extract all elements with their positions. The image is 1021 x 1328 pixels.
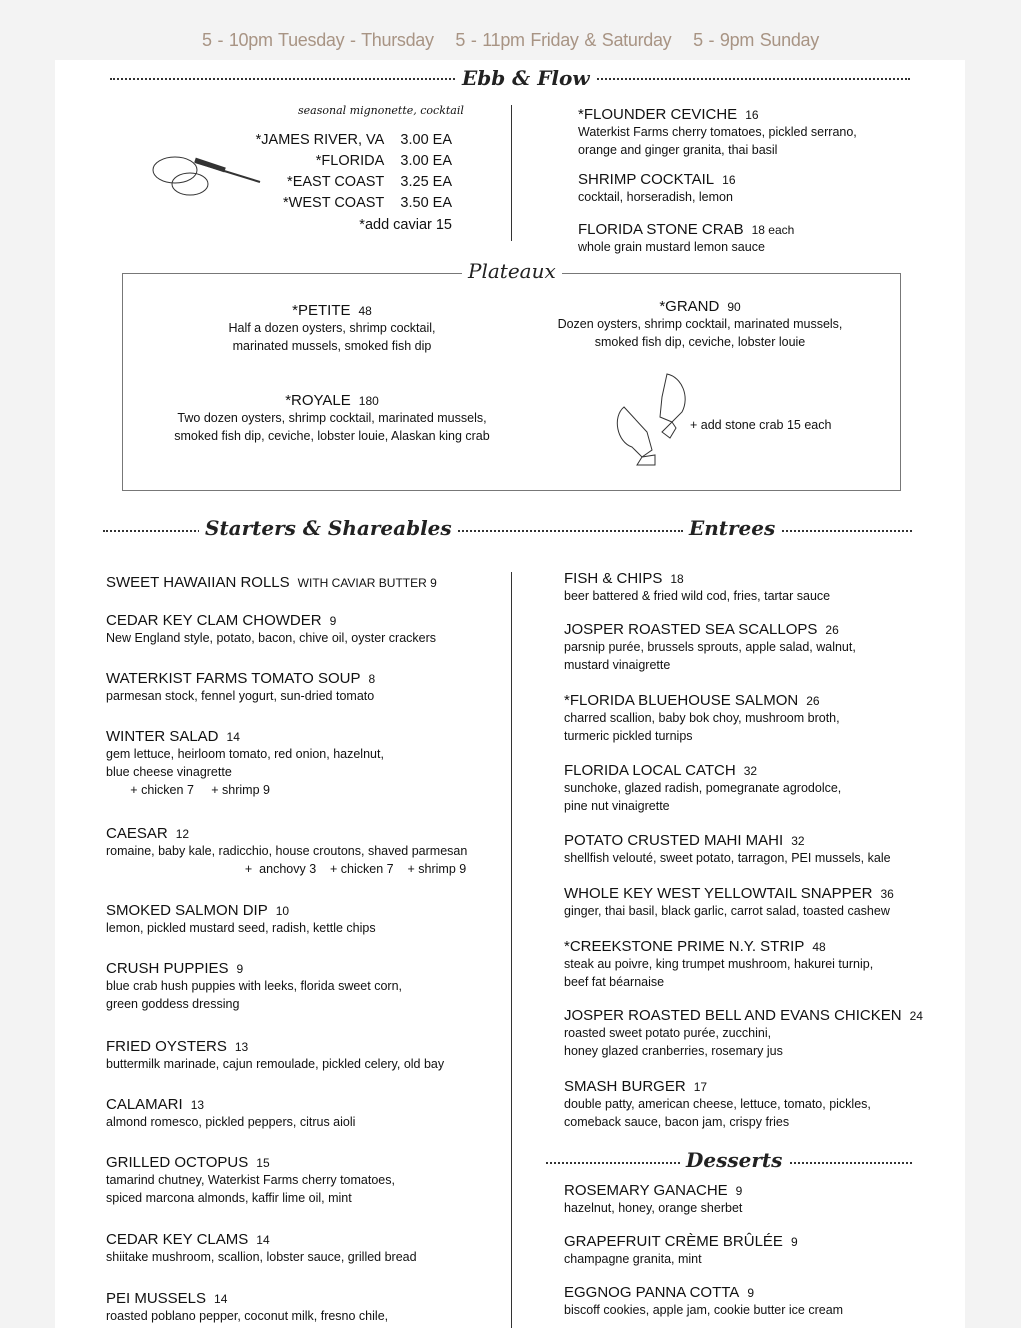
menu-item — [106, 1096, 355, 1131]
menu-item — [564, 692, 840, 745]
hours-sunday: 5 - 9pm Sunday — [693, 30, 819, 50]
oyster-list — [250, 132, 452, 242]
hours-bar — [0, 30, 1021, 51]
oyster-note: seasonal mignonette, cocktail — [298, 104, 464, 117]
menu-item — [564, 1233, 798, 1268]
item-price: 16 — [722, 173, 736, 187]
menu-item — [564, 1078, 871, 1131]
item-price: 13 — [190, 1098, 205, 1112]
menu-item — [564, 938, 873, 991]
item-description: marinated mussels, smoked fish dip — [232, 339, 432, 353]
menu-item — [106, 728, 384, 799]
menu-item — [150, 392, 514, 445]
item-price: 9 — [735, 1184, 743, 1198]
item-price: 12 — [175, 827, 190, 841]
column-divider — [511, 572, 512, 1328]
item-description: parmesan stock, fennel yogurt, sun-dried tomato — [106, 689, 375, 703]
item-description: comeback sauce, bacon jam, crispy fries — [564, 1115, 790, 1129]
item-price: 10 — [275, 904, 290, 918]
item-name: SMOKED SALMON DIP 10 — [106, 902, 290, 919]
menu-item — [564, 1182, 742, 1217]
item-price: 9 — [329, 614, 337, 628]
item-description: charred scallion, baby bok choy, mushroom broth, — [564, 711, 840, 725]
section-title-starters: Starters & Shareables — [199, 516, 458, 540]
oyster-name: *EAST COAST — [287, 174, 385, 190]
item-name: SMASH BURGER 17 — [564, 1078, 708, 1095]
menu-item — [106, 574, 437, 591]
item-name: *FLOUNDER CEVICHE 16 — [578, 106, 759, 123]
item-name: JOSPER ROASTED SEA SCALLOPS 26 — [564, 621, 839, 638]
item-price: 9 — [790, 1235, 798, 1249]
item-description: romaine, baby kale, radicchio, house croutons, shaved parmesan — [106, 844, 468, 858]
item-price: 24 — [909, 1009, 923, 1023]
item-price: 8 — [368, 672, 376, 686]
oyster-name: *FLORIDA — [315, 153, 385, 169]
item-name: FRIED OYSTERS 13 — [106, 1038, 249, 1055]
item-name: CEDAR KEY CLAMS 14 — [106, 1231, 270, 1248]
item-name: WINTER SALAD 14 — [106, 728, 240, 745]
stone-crab-claw-icon — [612, 372, 692, 467]
item-description: cocktail, horseradish, lemon — [578, 190, 733, 204]
stone-crab-addon: + add stone crab 15 each — [690, 418, 832, 432]
item-price: 180 — [358, 394, 379, 408]
column-divider — [511, 105, 512, 241]
item-description: smoked fish dip, ceviche, lobster louie, Alaskan king crab — [174, 429, 490, 443]
item-name: CRUSH PUPPIES 9 — [106, 960, 244, 977]
oyster-price: 3.00 EA — [400, 153, 452, 169]
item-price: 13 — [234, 1040, 249, 1054]
menu-item — [106, 612, 436, 647]
menu-item — [530, 298, 870, 351]
item-price: 9 — [747, 1286, 754, 1300]
menu-item — [564, 885, 894, 920]
item-price: 90 — [727, 300, 741, 314]
item-price: 26 — [825, 623, 839, 637]
oyster-name: *JAMES RIVER, VA — [255, 132, 385, 148]
item-description: beer battered & fried wild cod, fries, tartar sauce — [564, 589, 831, 603]
item-description: ginger, thai basil, black garlic, carrot salad, toasted cashew — [564, 904, 890, 918]
item-price: 16 — [745, 108, 759, 122]
menu-item — [106, 960, 402, 1013]
menu-item — [106, 825, 467, 878]
item-description: New England style, potato, bacon, chive oil, oyster crackers — [106, 631, 437, 645]
item-price: 36 — [880, 887, 894, 901]
item-description: steak au poivre, king trumpet mushroom, hakurei turnip, — [564, 957, 874, 971]
menu-item — [150, 302, 514, 355]
item-description: orange and ginger granita, thai basil — [578, 143, 778, 157]
item-name: POTATO CRUSTED MAHI MAHI 32 — [564, 832, 805, 849]
item-description: pine nut vinaigrette — [564, 799, 670, 813]
item-price: 14 — [256, 1233, 270, 1247]
item-name: CALAMARI 13 — [106, 1096, 205, 1113]
item-name: FLORIDA STONE CRAB 18 each — [578, 221, 795, 238]
menu-item — [578, 171, 736, 206]
menu-item — [578, 106, 857, 159]
item-description: + anchovy 3 + chicken 7 + shrimp 9 — [106, 862, 467, 876]
oyster-name: *WEST COAST — [283, 195, 385, 211]
item-description: champagne granita, mint — [564, 1252, 702, 1266]
menu-item — [106, 1231, 417, 1266]
section-title-desserts: Desserts — [680, 1148, 788, 1172]
menu-item — [564, 1007, 923, 1060]
item-description: Waterkist Farms cherry tomatoes, pickled serrano, — [578, 125, 857, 139]
menu-item — [578, 221, 794, 256]
menu-item — [106, 1038, 444, 1073]
item-description: almond romesco, pickled peppers, citrus aioli — [106, 1115, 356, 1129]
item-name: PEI MUSSELS 14 — [106, 1290, 228, 1307]
item-description: honey glazed cranberries, rosemary jus — [564, 1044, 783, 1058]
item-price: 48 — [812, 940, 826, 954]
oyster-price: 3.25 EA — [400, 174, 452, 190]
item-description: smoked fish dip, ceviche, lobster louie — [594, 335, 806, 349]
menu-item — [106, 902, 376, 937]
item-description: roasted sweet potato purée, zucchini, — [564, 1026, 772, 1040]
item-description: + chicken 7 + shrimp 9 — [106, 783, 270, 797]
item-name: GRILLED OCTOPUS 15 — [106, 1154, 270, 1171]
item-price: 32 — [791, 834, 805, 848]
item-price: 32 — [743, 764, 758, 778]
item-name: FLORIDA LOCAL CATCH 32 — [564, 762, 758, 779]
item-name: CEDAR KEY CLAM CHOWDER 9 — [106, 612, 337, 629]
item-name: *CREEKSTONE PRIME N.Y. STRIP 48 — [564, 938, 826, 955]
item-description: Dozen oysters, shrimp cocktail, marinated mussels, — [557, 317, 843, 331]
item-description: tamarind chutney, Waterkist Farms cherry tomatoes, — [106, 1173, 395, 1187]
item-description: double patty, american cheese, lettuce, tomato, pickles, — [564, 1097, 871, 1111]
menu-item — [564, 1284, 843, 1319]
item-description: blue crab hush puppies with leeks, florida sweet corn, — [106, 979, 402, 993]
item-description: shiitake mushroom, scallion, lobster sauce, grilled bread — [106, 1250, 417, 1264]
section-title-plateaux: Plateaux — [462, 259, 562, 283]
item-name: EGGNOG PANNA COTTA 9 — [564, 1284, 754, 1301]
item-price: WITH CAVIAR BUTTER 9 — [297, 576, 437, 590]
item-description: buttermilk marinade, cajun remoulade, pickled celery, old bay — [106, 1057, 445, 1071]
item-name: CAESAR 12 — [106, 825, 190, 842]
item-price: 17 — [693, 1080, 708, 1094]
item-description: whole grain mustard lemon sauce — [578, 240, 765, 254]
menu-item — [106, 1154, 395, 1207]
item-price: 26 — [806, 694, 820, 708]
item-name: FISH & CHIPS 18 — [564, 570, 684, 587]
item-description: beef fat béarnaise — [564, 975, 665, 989]
item-price: 14 — [226, 730, 240, 744]
section-title-ebb-flow: Ebb & Flow — [456, 66, 596, 90]
item-name: ROSEMARY GANACHE 9 — [564, 1182, 743, 1199]
item-name: *GRAND 90 — [659, 298, 741, 315]
item-description: mustard vinaigrette — [564, 658, 671, 672]
hours-weekend: 5 - 11pm Friday & Saturday — [455, 30, 672, 50]
item-name: *PETITE 48 — [292, 302, 372, 319]
item-description: biscoff cookies, apple jam, cookie butter ice cream — [564, 1303, 844, 1317]
item-description: blue cheese vinagrette — [106, 765, 232, 779]
item-description: parsnip purée, brussels sprouts, apple salad, walnut, — [564, 640, 856, 654]
menu-item — [564, 621, 856, 674]
item-name: JOSPER ROASTED BELL AND EVANS CHICKEN 24 — [564, 1007, 923, 1024]
item-description: shellfish velouté, sweet potato, tarragon, PEI mussels, kale — [564, 851, 891, 865]
item-price: 9 — [236, 962, 244, 976]
item-price: 14 — [214, 1292, 228, 1306]
item-description: roasted poblano pepper, coconut milk, fresno chile, — [106, 1309, 389, 1323]
oyster-price: 3.00 EA — [400, 132, 452, 148]
hours-weekday: 5 - 10pm Tuesday - Thursday — [202, 30, 434, 50]
item-name: *FLORIDA BLUEHOUSE SALMON 26 — [564, 692, 820, 709]
item-description: Two dozen oysters, shrimp cocktail, marinated mussels, — [177, 411, 487, 425]
item-name: WATERKIST FARMS TOMATO SOUP 8 — [106, 670, 376, 687]
item-price: 18 — [670, 572, 684, 586]
item-description: hazelnut, honey, orange sherbet — [564, 1201, 743, 1215]
item-description: lemon, pickled mustard seed, radish, kettle chips — [106, 921, 376, 935]
menu-item — [564, 570, 830, 605]
item-description: green goddess dressing — [106, 997, 240, 1011]
item-description: spiced marcona almonds, kaffir lime oil, mint — [106, 1191, 352, 1205]
item-description: sunchoke, glazed radish, pomegranate agrodolce, — [564, 781, 842, 795]
item-price: 18 each — [751, 223, 795, 237]
item-name: SHRIMP COCKTAIL 16 — [578, 171, 736, 188]
item-description: Half a dozen oysters, shrimp cocktail, — [228, 321, 436, 335]
menu-item — [564, 762, 841, 815]
section-title-entrees: Entrees — [683, 516, 781, 540]
item-description: turmeric pickled turnips — [564, 729, 693, 743]
oyster-price: 3.50 EA — [400, 195, 452, 211]
item-name: *ROYALE 180 — [285, 392, 379, 409]
item-price: 48 — [358, 304, 372, 318]
menu-item — [106, 1290, 388, 1325]
item-price: 15 — [256, 1156, 270, 1170]
item-name: SWEET HAWAIIAN ROLLS WITH CAVIAR BUTTER 9 — [106, 574, 437, 591]
item-description: gem lettuce, heirloom tomato, red onion, hazelnut, — [106, 747, 384, 761]
item-name: WHOLE KEY WEST YELLOWTAIL SNAPPER 36 — [564, 885, 894, 902]
add-caviar: *add caviar 15 — [359, 217, 452, 233]
item-name: GRAPEFRUIT CRÈME BRÛLÉE 9 — [564, 1233, 798, 1250]
menu-item — [106, 670, 375, 705]
oyster-knife-illustration-icon — [145, 150, 265, 200]
menu-item — [564, 832, 891, 867]
